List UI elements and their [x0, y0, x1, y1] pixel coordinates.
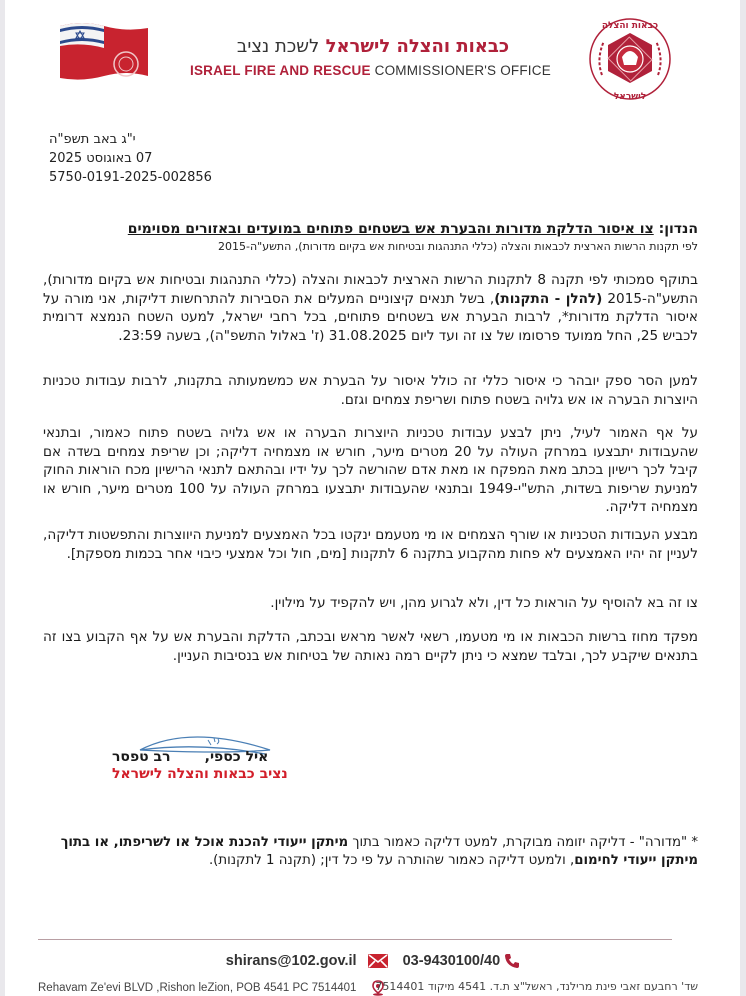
org-name-hebrew-red: כבאות והצלה לישראל [325, 36, 510, 57]
footnote-definition [38, 834, 698, 870]
seal-text-bottom: לישראל [613, 92, 647, 102]
paragraph-district-approval: מפקד מחוז ברשות הכבאות או מי מטעמו, רשאי לאשר מראש ובכתב, הדלקת והבערת אש על אף הקבוע בצו זה בתנאים שיקבע לכך, ובלבד שמצא כי ניתן לקיים רמה נאותה של בטיחות אש בנסיבות העניין. [43, 629, 698, 664]
fire-rescue-seal-logo [582, 15, 678, 103]
org-name-english-red: ISRAEL FIRE AND RESCUE [190, 63, 371, 78]
org-name-hebrew-suffix: לשכת נציב [236, 36, 320, 57]
seal-text-top: כבאות והצלה [601, 21, 659, 31]
paragraph-order-defined-term: (להלן - התקנות) [494, 290, 603, 307]
subject-label: הנדון: [658, 221, 698, 237]
paragraph-clarification: למען הסר ספק יובהר כי איסור כללי זה כולל איסור על הבערת אש כמשמעותה בתקנות, לרבות עבודות טכניות היוצרות הבערה או אש גלויה בשטח פתוח ושריפת צמחים וגזם. [43, 373, 698, 408]
paragraph-order-part-a: בתוקף סמכותי לפי תקנה 8 לתקנות הרשות הארצית לכבאות והצלה (כללי התנהגות ובטיחות אש בקיום מדורות), התשע"ה-2015 [43, 272, 698, 307]
subject-title: צו איסור הדלקת מדורות והבערת אש בשטחים פתוחים במועדים ובאזורים מסוימים [127, 221, 654, 237]
footer-phone[interactable]: 03-9430100/40 [402, 953, 501, 970]
hebrew-date: י"ג באב תשפ"ה [49, 132, 136, 147]
footer-address-english-text: Rehavam Ze'evi BLVD ,Rishon leZion, POB 4541 PC 7514401 [38, 982, 357, 995]
subject-line [38, 221, 698, 237]
footnote-part-a: "מדורה" - דליקה יזומה מבוקרת, למעט דליקה כאמור בתוך [348, 835, 692, 850]
org-name-english-suffix: COMMISSIONER'S OFFICE [374, 63, 551, 78]
signatory-title: נציב כבאות והצלה לישראל [112, 766, 288, 782]
signatory-name: איל כספי, רב טפסר [112, 749, 269, 765]
footnote-bold-term: מיתקן ייעודי להכנת אוכל או לשריפתו, או בתוך מיתקן ייעודי לחימום [60, 835, 698, 868]
paragraph-precautions: מבצע העבודות הטכניות או שורף הצמחים או מי מטעמם ינקטו בכל האמצעים למניעת היווצרות והתפשטות דליקה, לעניין זה יהיו האמצעים לא פחות מהקבוע בתקנה 6 לתקנות [מים, חול וכל אמצעי כיבוי אחר בכמות מספקת]. [43, 527, 698, 562]
phone-icon [504, 953, 520, 969]
footer-email[interactable]: shirans@102.gov.il [225, 953, 357, 970]
footer-contact [0, 953, 746, 969]
paragraph-order [43, 271, 698, 345]
footer-address-english [38, 980, 386, 996]
footnote-part-b: , ולמעט דליקה כאמור שהותרה על פי כל דין; (תקנה 1 לתקנות). [208, 853, 575, 868]
subject-subtitle: לפי תקנות הרשות הארצית לכבאות והצלה (כללי התנהגות ובטיחות אש בקיום מדורות), התשע"ה-2015 [217, 240, 698, 253]
envelope-icon [367, 953, 389, 969]
footnote-star: * [691, 835, 698, 850]
reference-number: 5750-0191-2025-002856 [49, 170, 212, 185]
paragraph-order-part-b: , בשל תנאים קיצוניים המעלים את הסבירות להתרחשות דליקות, אני מורה על איסור הדלקת מדורות*, לרבות הבערת אש בשטחים פתוחים, בכל רחבי ישראל, למעט השטח הנמצא דרומית לכביש 25, החל ממועד פרסומו של צו זה ועד ליום 31.08.2025 (ז' באלול התשפ"ה), בשעה 23:59. [43, 290, 698, 344]
paragraph-addition: צו זה בא להוסיף על הוראות כל דין, ולא לגרוע מהן, ויש להקפיד על מילוין. [270, 595, 698, 611]
gregorian-date: 07 באוגוסט 2025 [49, 151, 153, 166]
paragraph-exceptions: על אף האמור לעיל, ניתן לבצע עבודות טכניות היוצרות הבערה או אש גלויה בשטח פתוח כאמור, ובתנאי שהעבודות יתבצעו במרחק העולה על 20 מטרים מיער, חורש או מצמחיה דליקה; וכן שריפת צמחים בשדה אם קיבל לכך רישיון בכתב מאת המפקח או מאת אדם שהורשה לכך על ידיו ובהתאם לתנאי הרישיון מכח הוראות החוק למניעת שריפות בשדות, התש"י-1949 ובתנאי שהעבודות יתבצעו במרחק העולה על 100 מטרים מיער, חורש או מצמחיה דליקה. [43, 425, 698, 515]
document-meta [49, 130, 212, 187]
footer-address-hebrew: שד' רחבעם זאבי פינת מרילנד, ראשל"צ ת.ד. 4541 מיקוד 7514401 [375, 980, 698, 993]
org-name-english [190, 63, 551, 78]
footer-divider [38, 939, 672, 940]
